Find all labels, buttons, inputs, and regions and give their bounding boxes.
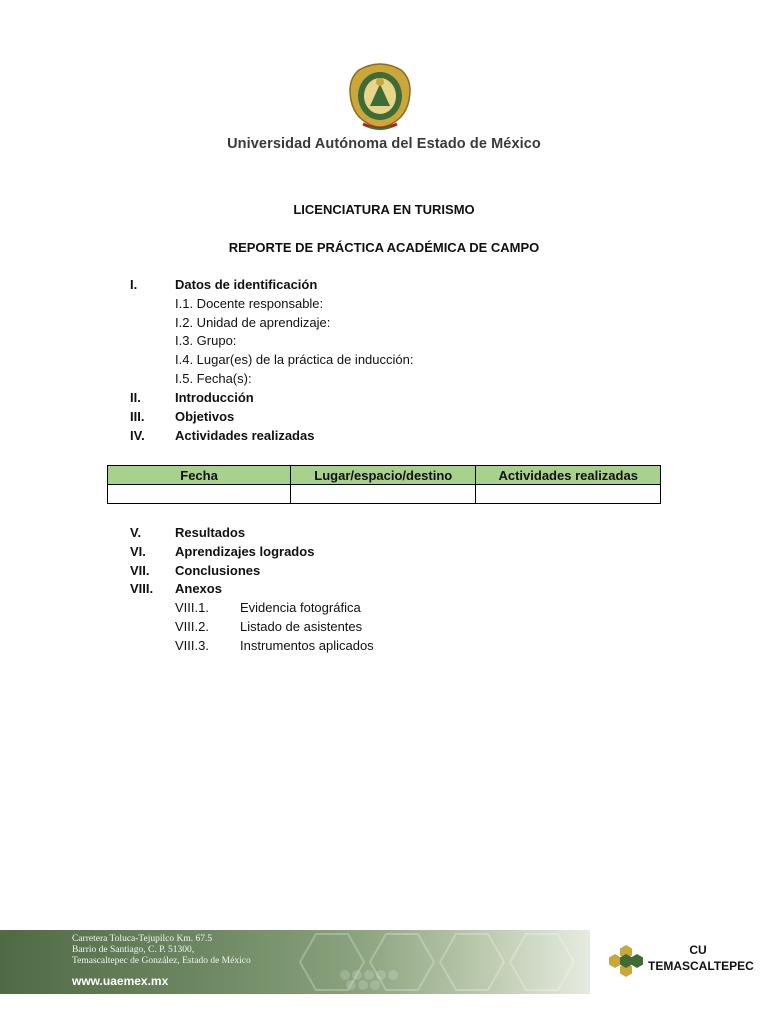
table-header-cell: Fecha: [108, 466, 291, 485]
campus-name: [648, 942, 754, 974]
table-cell[interactable]: [291, 485, 476, 504]
section-label: Aprendizajes logrados: [175, 544, 315, 559]
section-number: V.: [130, 525, 142, 540]
section-label: Objetivos: [175, 409, 235, 424]
identification-item-text: I.5. Fecha(s):: [175, 371, 252, 386]
report-title: REPORTE DE PRÁCTICA ACADÉMICA DE CAMPO: [228, 240, 540, 255]
section-label: Anexos: [175, 581, 222, 596]
annex-label: Evidencia fotográfica: [240, 600, 361, 615]
table-row: [108, 485, 661, 504]
activities-table: [107, 465, 661, 504]
address-line: Carretera Toluca-Tejupilco Km. 67.5: [72, 934, 213, 944]
address-line: Temascaltepec de González, Estado de México: [72, 956, 251, 966]
footer-website-link[interactable]: www.uaemex.mx: [72, 974, 169, 988]
footer-address: [72, 934, 251, 967]
annex-label: Instrumentos aplicados: [240, 638, 374, 653]
section-number: II.: [130, 390, 141, 405]
identification-item-text: I.4. Lugar(es) de la práctica de inducción:: [175, 352, 414, 367]
section-label: Introducción: [175, 390, 254, 405]
section-number: III.: [130, 409, 145, 424]
university-seal-logo: [345, 60, 415, 132]
annex-number: VIII.3.: [175, 638, 209, 653]
table-cell[interactable]: [108, 485, 291, 504]
section-label: Resultados: [175, 525, 246, 540]
table-header-row: [108, 466, 661, 485]
section-number: VIII.: [130, 581, 154, 596]
section-number: IV.: [130, 428, 145, 443]
section-number: VII.: [130, 563, 150, 578]
table-cell[interactable]: [476, 485, 661, 504]
annex-number: VIII.1.: [175, 600, 209, 615]
program-title: LICENCIATURA EN TURISMO: [293, 202, 475, 217]
section-label: Datos de identificación: [175, 277, 318, 292]
identification-item-text: I.1. Docente responsable:: [175, 296, 324, 311]
table-header-cell: Lugar/espacio/destino: [291, 466, 476, 485]
section-label: Actividades realizadas: [175, 428, 315, 443]
section-number: VI.: [130, 544, 146, 559]
table-header-cell: Actividades realizadas: [476, 466, 661, 485]
campus-line: CU: [689, 943, 707, 957]
address-line: Barrio de Santiago, C. P. 51300,: [72, 945, 195, 955]
annex-number: VIII.2.: [175, 619, 209, 634]
section-number: I.: [130, 277, 138, 292]
identification-item-text: I.2. Unidad de aprendizaje:: [175, 315, 331, 330]
section-label: Conclusiones: [175, 563, 261, 578]
campus-line: TEMASCALTEPEC: [648, 959, 754, 973]
identification-item-text: I.3. Grupo:: [175, 333, 237, 348]
university-name: Universidad Autónoma del Estado de México: [227, 136, 541, 152]
annex-label: Listado de asistentes: [240, 619, 363, 634]
campus-honeycomb-logo: [608, 943, 644, 979]
